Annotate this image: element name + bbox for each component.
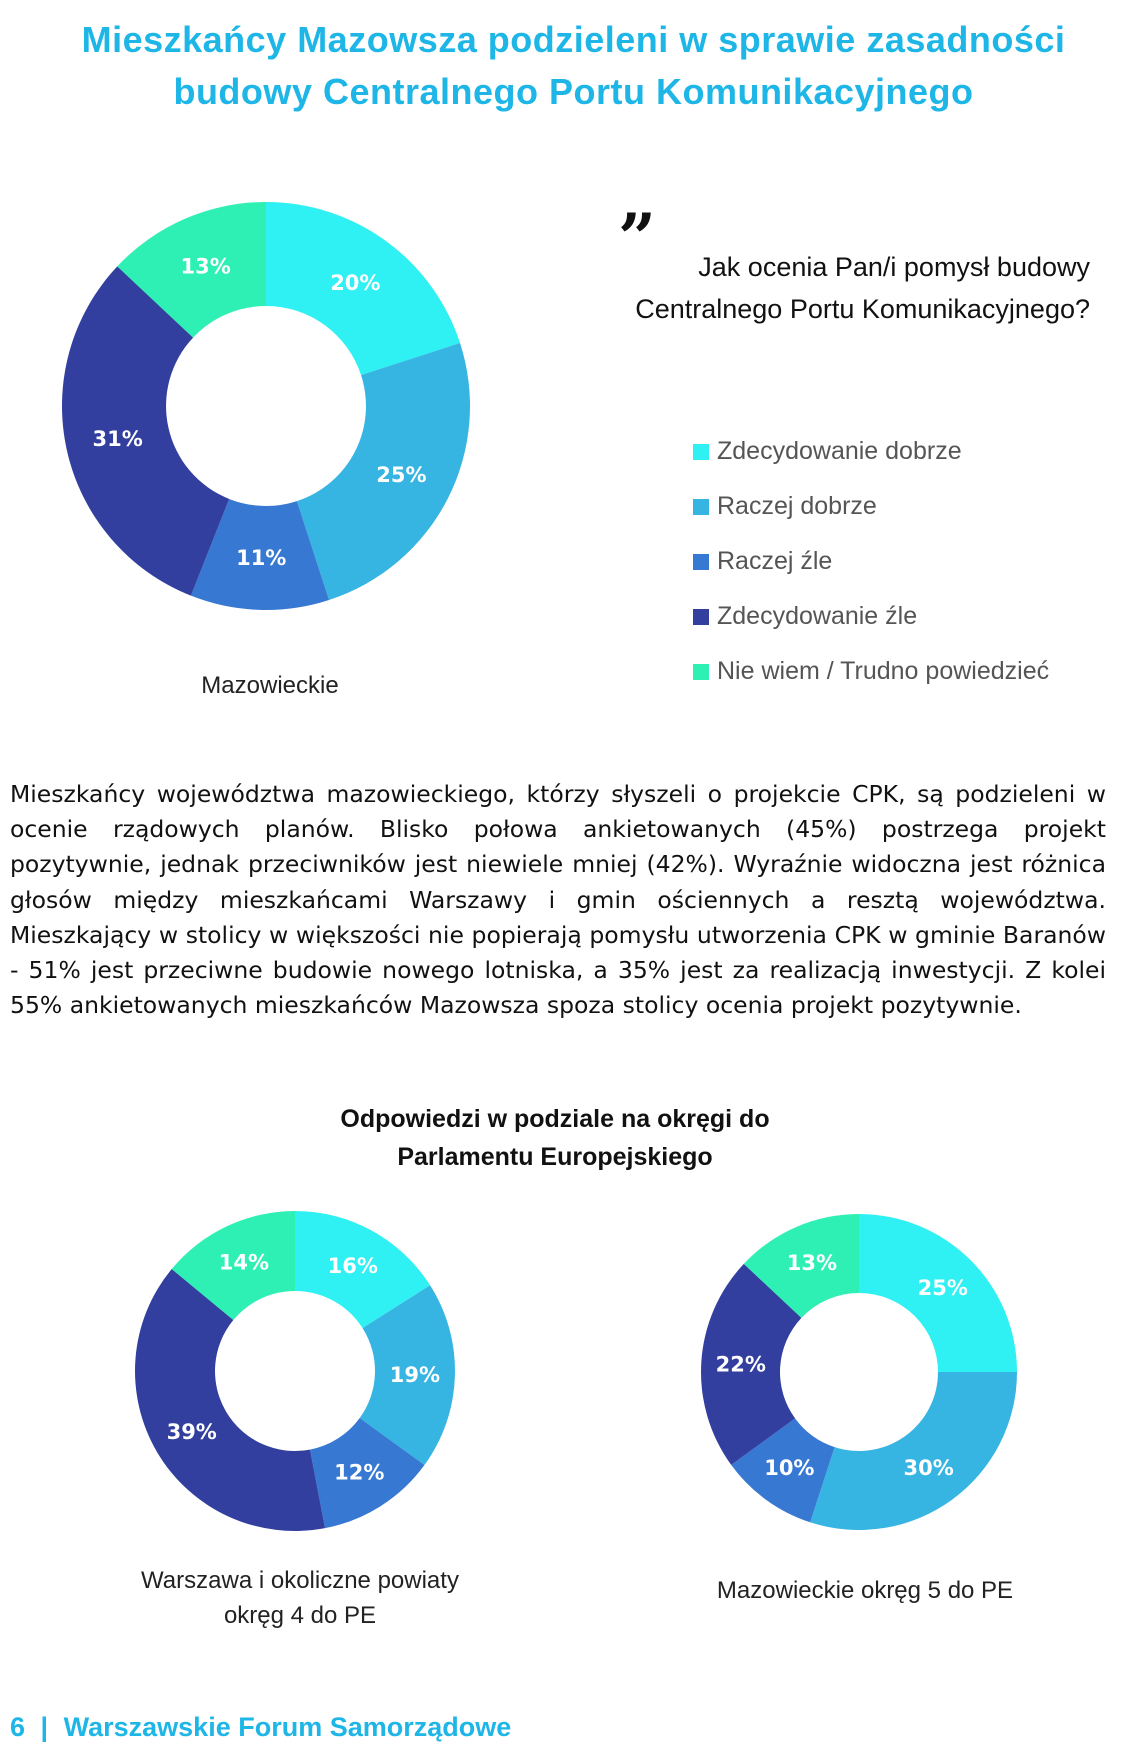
page-number: 6 xyxy=(10,1712,26,1742)
body-paragraph: Mieszkańcy województwa mazowieckiego, którzy słyszeli o projekcie CPK, są podzieleni w ocenie rządowych planów. Blisko połowa ankietowanych (45%) postrzega projekt pozytywnie, jednak przeciwników jest niewiele mniej (42%). Wyraźnie widoczna jest różnica głosów między mieszkańcami Warszawy i gmin ościennych a resztą województwa. Mieszkający w stolicy w większości nie popierają pomysłu utworzenia CPK w gminie Baranów - 51% jest przeciwne budowie nowego lotniska, a 35% jest za realizacją inwestycji. Z kolei 55% ankietowanych mieszkańców Mazowsza spoza stolicy ocenia projekt pozytywnie. xyxy=(10,780,1106,1020)
donut-chart-mazowieckie xyxy=(60,200,472,612)
chart-caption-okreg-4: Warszawa i okoliczne powiaty okręg 4 do PE xyxy=(141,1567,459,1629)
legend-label: Zdecydowanie dobrze xyxy=(717,437,962,465)
page-title xyxy=(0,14,1147,118)
data-label: 20% xyxy=(330,271,381,296)
legend-label: Nie wiem / Trudno powiedzieć xyxy=(717,657,1050,685)
legend-label: Raczej dobrze xyxy=(717,492,877,520)
legend-label: Zdecydowanie źle xyxy=(717,602,918,630)
legend-item xyxy=(693,534,1049,589)
publication-name: Warszawskie Forum Samorządowe xyxy=(63,1712,512,1742)
section-subtitle-line-1: Odpowiedzi w podziale na okręgi do xyxy=(340,1105,770,1133)
chart-legend xyxy=(693,424,1049,699)
data-label: 11% xyxy=(236,545,287,570)
donut-chart-okreg-4 xyxy=(133,1209,457,1533)
page-footer xyxy=(10,1712,511,1743)
data-label: 25% xyxy=(376,462,427,487)
data-label: 30% xyxy=(903,1455,954,1480)
legend-swatch xyxy=(693,554,709,570)
legend-swatch xyxy=(693,444,709,460)
chart-caption-mazowieckie: Mazowieckie xyxy=(201,672,339,699)
page-title-line-1: Mieszkańcy Mazowsza podzieleni w sprawie zasadności xyxy=(81,19,1066,60)
legend-swatch xyxy=(693,499,709,515)
quote-icon: ” xyxy=(618,199,656,277)
chart-caption-okreg-5: Mazowieckie okręg 5 do PE xyxy=(716,1577,1014,1604)
page-title-line-2: budowy Centralnego Portu Komunikacyjnego xyxy=(173,71,974,112)
legend-item xyxy=(693,479,1049,534)
section-subtitle xyxy=(300,1100,810,1176)
question-text: Jak ocenia Pan/i pomysł budowy Centralnego Portu Komunikacyjnego? xyxy=(635,252,1090,324)
data-label: 14% xyxy=(218,1250,270,1275)
data-label: 13% xyxy=(786,1251,838,1276)
slice-raczej-dobrze xyxy=(810,1372,1017,1530)
data-label: 22% xyxy=(715,1352,766,1377)
legend-swatch xyxy=(693,664,709,680)
data-label: 39% xyxy=(166,1420,217,1445)
footer-separator: | xyxy=(40,1712,49,1742)
data-label: 16% xyxy=(327,1253,378,1278)
legend-label: Raczej źle xyxy=(717,547,833,575)
donut-chart-okreg-5 xyxy=(699,1212,1019,1532)
legend-item xyxy=(693,644,1049,699)
legend-item xyxy=(693,589,1049,644)
data-label: 13% xyxy=(180,254,231,279)
data-label: 31% xyxy=(92,427,143,452)
data-label: 25% xyxy=(917,1276,968,1301)
section-subtitle-line-2: Parlamentu Europejskiego xyxy=(397,1143,713,1171)
data-label: 19% xyxy=(389,1362,441,1387)
data-label: 10% xyxy=(764,1455,815,1480)
legend-item xyxy=(693,424,1049,479)
legend-swatch xyxy=(693,609,709,625)
data-label: 12% xyxy=(334,1460,385,1485)
